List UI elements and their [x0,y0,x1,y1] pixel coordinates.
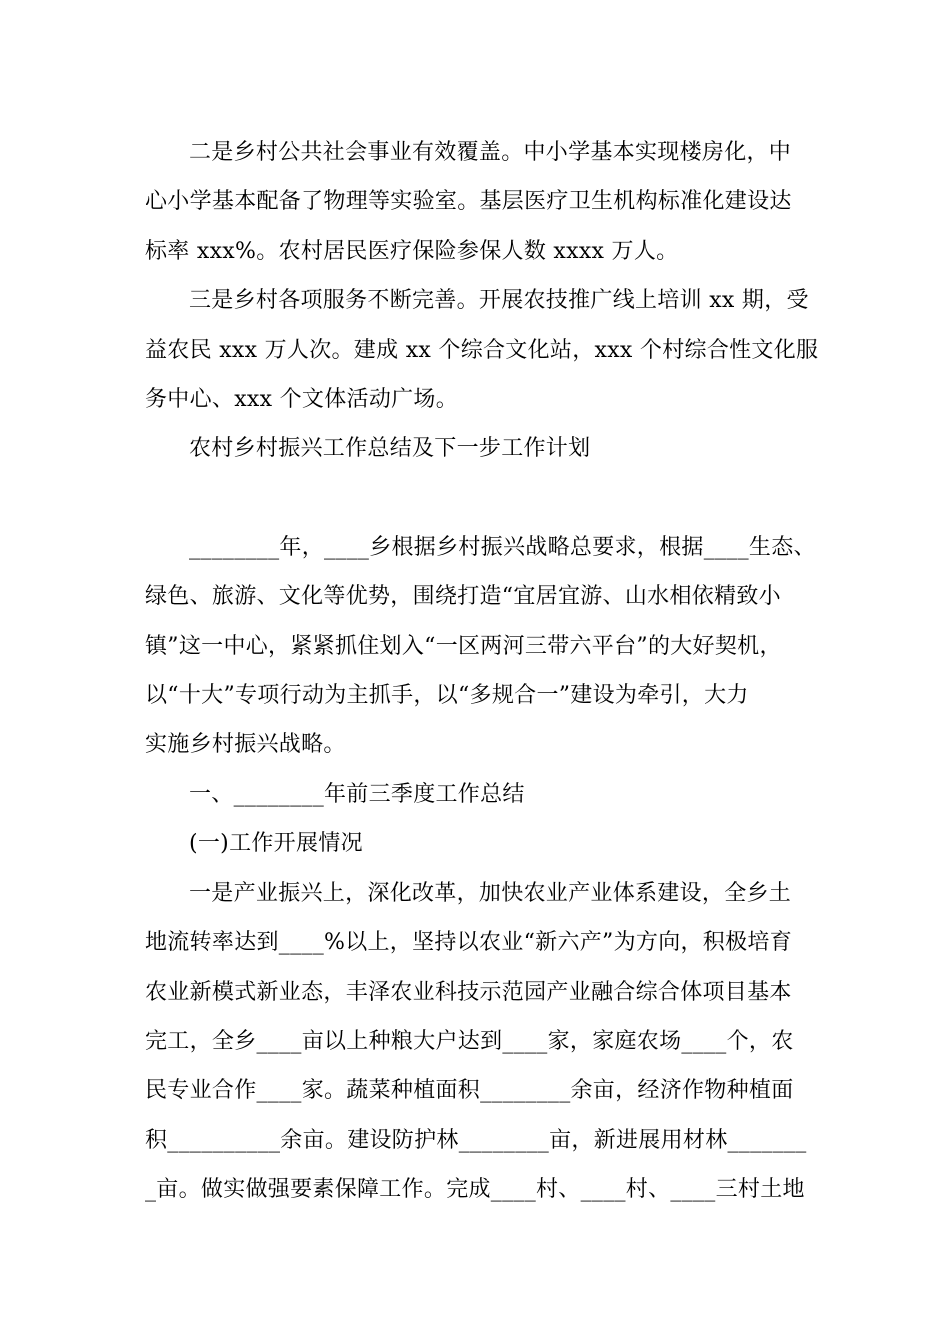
text-line: 三是乡村各项服务不断完善。开展农技推广线上培训 xx 期，受 [189,288,809,314]
text-line: 二是乡村公共社会事业有效覆盖。中小学基本实现楼房化，中 [189,140,792,165]
text-line: 完工，全乡____亩以上种粮大户达到____家，家庭农场____个，农 [145,1028,794,1054]
document-title [145,424,813,473]
section-heading-1 [145,770,813,819]
section-heading-2 [145,819,813,868]
text-line: _亩。做实做强要素保障工作。完成____村、____村、____三村土地 [145,1177,805,1203]
text-line: 镇”这一中心，紧紧抓住划入“一区两河三带六平台”的大好契机， [145,633,782,659]
text-line: 益农民 xxx 万人次。建成 xx 个综合文化站，xxx 个村综合性文化服 [145,337,819,363]
paragraph-rural-services [145,276,819,424]
text-line: 实施乡村振兴战略。 [145,732,346,758]
text-line: 绿色、旅游、文化等优势，围绕打造“宜居宜游、山水相依精致小 [145,584,781,610]
text-line: 积__________余亩。建设防护林________亩，新进展用材林_______ [145,1127,807,1153]
text-line: 标率 xxx%。农村居民医疗保险参保人数 xxxx 万人。 [145,238,679,264]
text-line: 一是产业振兴上，深化改革，加快农业产业体系建设，全乡土 [189,880,792,906]
paragraph-industry [145,869,813,1215]
text-line: ________年，____乡根据乡村振兴战略总要求，根据____生态、 [189,534,816,560]
text-line: 民专业合作____家。蔬菜种植面积________余亩，经济作物种植面 [145,1078,794,1104]
paragraph-intro [145,523,816,770]
text-line: 农业新模式新业态，丰泽农业科技示范园产业融合综合体项目基本 [145,979,792,1005]
text-line: 心小学基本配备了物理等实验室。基层医疗卫生机构标准化建设达 [145,189,792,215]
paragraph-social-services [145,128,813,276]
text-line: 务中心、xxx 个文体活动广场。 [145,387,459,413]
heading-line: (一)工作开展情况 [189,831,363,857]
heading-line: 一、________年前三季度工作总结 [189,781,525,807]
document-page [145,128,819,1215]
title-line: 农村乡村振兴工作总结及下一步工作计划 [189,436,591,462]
text-line: 以“十大”专项行动为主抓手，以“多规合一”建设为牵引，大力 [145,683,749,709]
text-line: 地流转率达到____%以上，坚持以农业“新六产”为方向，积极培育 [145,930,792,956]
